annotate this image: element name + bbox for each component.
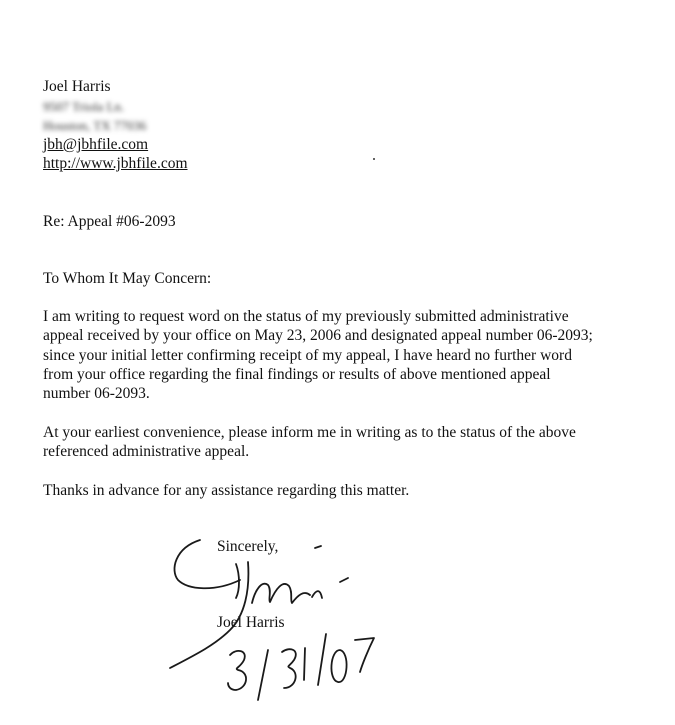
paragraph-1-line: from your office regarding the final findings or results of above mentioned appeal bbox=[43, 365, 551, 383]
sender-email-link[interactable]: jbh@jbhfile.com bbox=[43, 136, 149, 153]
paragraph-1-line: appeal received by your office on May 23, 2006 and designated appeal number 06-2093; bbox=[43, 327, 593, 345]
sender-address-line2: Houston, TX 77036 bbox=[43, 118, 147, 133]
paragraph-1-line: I am writing to request word on the status of my previously submitted administrative bbox=[43, 308, 569, 325]
paragraph-1-line: since your initial letter confirming receipt of my appeal, I have heard no further word bbox=[43, 346, 572, 364]
paragraph-1-line: number 06-2093. bbox=[43, 385, 150, 403]
stray-mark bbox=[373, 158, 375, 160]
paragraph-2-line: referenced administrative appeal. bbox=[43, 443, 250, 461]
paragraph-3: Thanks in advance for any assistance regarding this matter. bbox=[43, 482, 410, 499]
salutation: To Whom It May Concern: bbox=[43, 270, 212, 287]
sender-name: Joel Harris bbox=[43, 78, 111, 95]
signature-name: Joel Harris bbox=[217, 614, 285, 631]
sender-address-line1: 9507 Triola Ln. bbox=[43, 99, 125, 114]
paragraph-1 bbox=[43, 307, 643, 403]
closing: Sincerely, bbox=[217, 538, 279, 555]
paragraph-2-line: At your earliest convenience, please inform me in writing as to the status of the above bbox=[43, 424, 576, 441]
sender-website-link[interactable]: http://www.jbhfile.com bbox=[43, 155, 188, 172]
paragraph-2 bbox=[43, 423, 643, 462]
subject-line: Re: Appeal #06-2093 bbox=[43, 213, 176, 230]
